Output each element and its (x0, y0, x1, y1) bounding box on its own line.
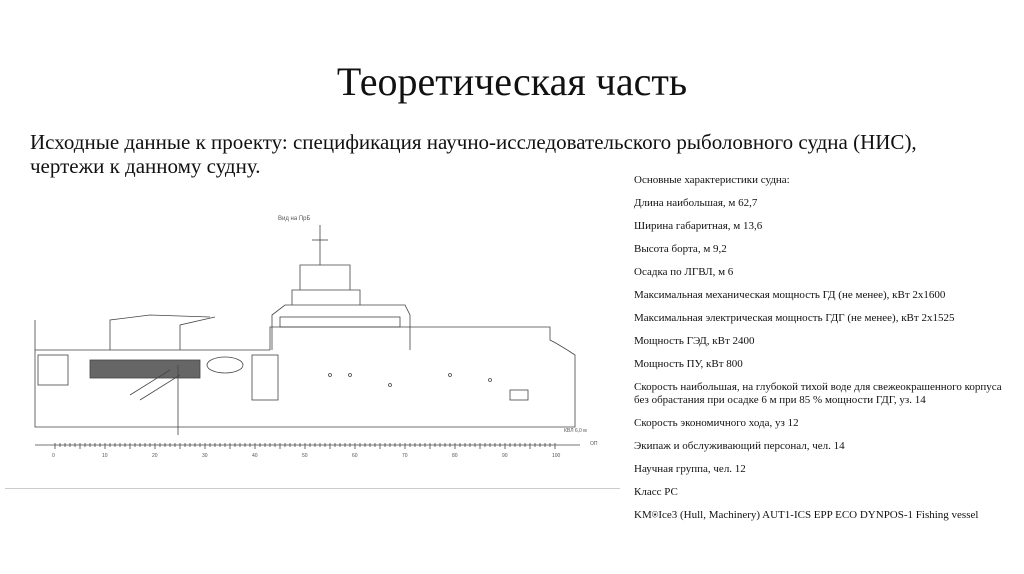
spec-item: Длина наибольшая, м 62,7 (634, 197, 758, 209)
spec-item: Максимальная электрическая мощность ГДГ (не менее), кВт 2х1525 (634, 312, 955, 324)
spec-item: Ширина габаритная, м 13,6 (634, 220, 763, 232)
scale-tick-label: 70 (402, 453, 408, 459)
spec-item: KM⍟Ice3 (Hull, Machinery) AUT1-ICS EPP ECO DYNPOS-1 Fishing vessel (634, 509, 979, 521)
view-label: Вид на ПрБ (278, 216, 311, 222)
intro-text: Исходные данные к проекту: спецификация научно-исследовательского рыболовного судна (НИС), чертежи к данному судну. (30, 130, 917, 178)
scale-tick-label: 10 (102, 453, 108, 459)
spec-item: Осадка по ЛГВЛ, м 6 (634, 266, 734, 278)
scale-tick-label: 100 (552, 453, 561, 459)
ship-specifications (634, 174, 1014, 532)
specs-heading: Основные характеристики судна: (634, 174, 790, 186)
scale-tick-label: 0 (52, 453, 55, 459)
spec-item: Скорость наибольшая, на глубокой тихой воде для свежеокрашенного корпуса без обрастания при осадке 6 м при 85 % мощности ГДГ, уз. 14 (634, 381, 1002, 406)
scale-tick-label: 20 (152, 453, 158, 459)
waterline-label: КВЛ 6,0 м (564, 428, 587, 434)
divider-line (5, 488, 620, 489)
scale-tick-label: 90 (502, 453, 508, 459)
superstructure (272, 305, 410, 350)
spec-item: Мощность ГЭД, кВт 2400 (634, 335, 755, 347)
scale-tick-label: 30 (202, 453, 208, 459)
spec-item: Класс РС (634, 486, 678, 498)
spec-item: Скорость экономичного хода, уз 12 (634, 417, 799, 429)
slide-title: Теоретическая часть (336, 59, 688, 104)
scale-tick-label: 40 (252, 453, 258, 459)
scale-tick-label: 50 (302, 453, 308, 459)
spec-item: Мощность ПУ, кВт 800 (634, 358, 743, 370)
spec-item: Высота борта, м 9,2 (634, 243, 727, 255)
scale-tick-label: 60 (352, 453, 358, 459)
baseline-label: ОП (590, 441, 598, 447)
spec-item: Экипаж и обслуживающий персонал, чел. 14 (634, 440, 845, 452)
spec-item: Максимальная механическая мощность ГД (не менее), кВт 2х1600 (634, 289, 946, 301)
scale-tick-label: 80 (452, 453, 458, 459)
ship-side-view-drawing (30, 205, 620, 465)
spec-item: Научная группа, чел. 12 (634, 463, 746, 475)
